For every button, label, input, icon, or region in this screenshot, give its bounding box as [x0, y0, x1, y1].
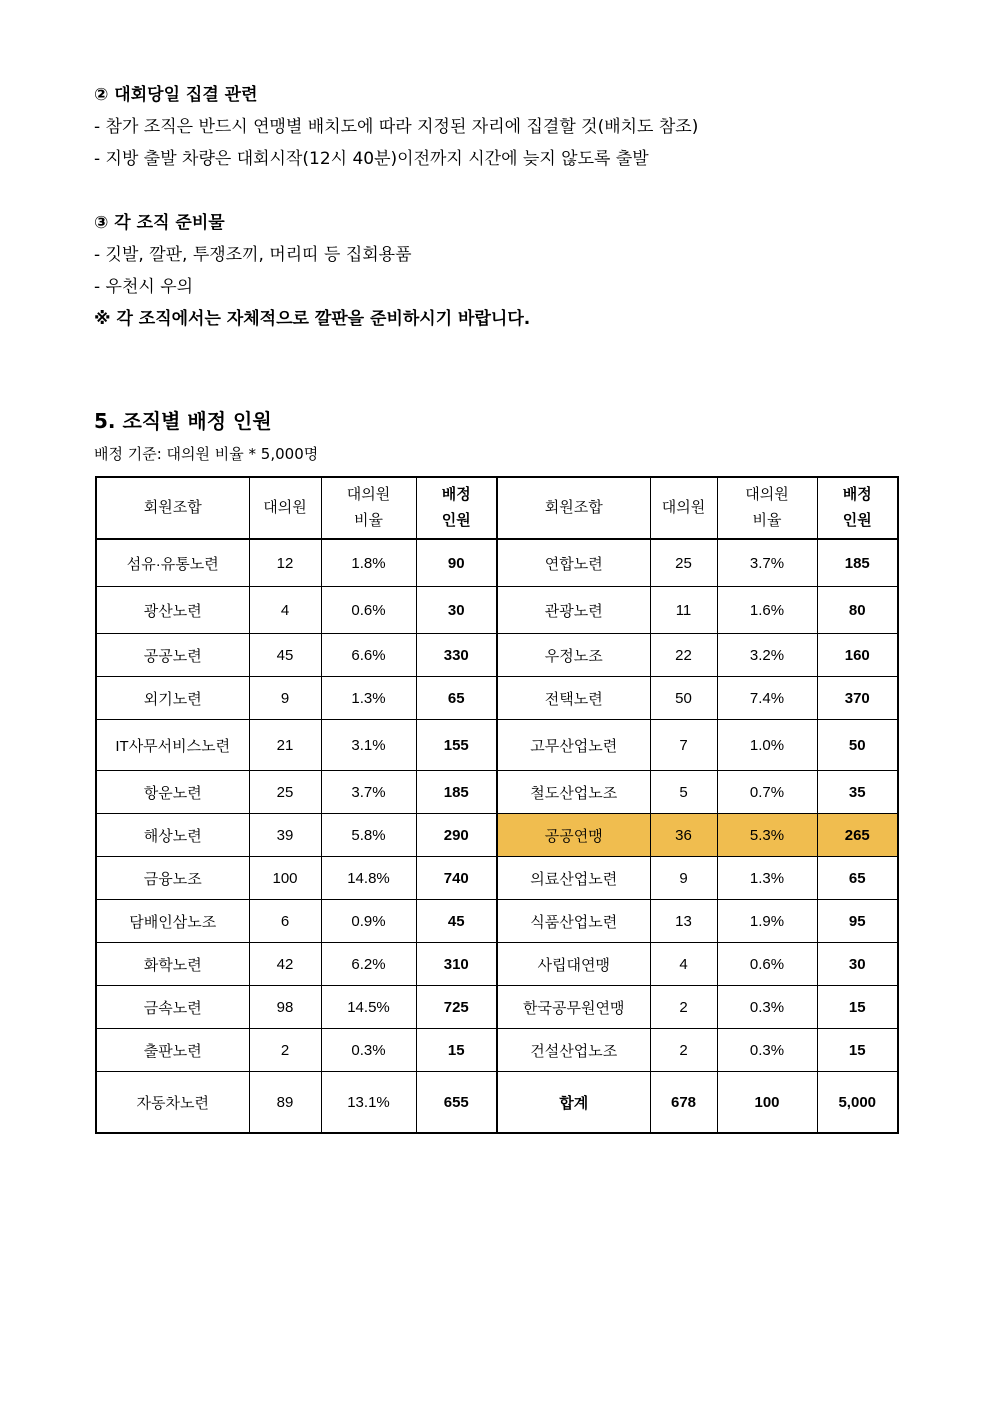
right-union-name-cell: 고무산업노련	[497, 720, 650, 771]
allocation-basis: 배정 기준: 대의원 비율 * 5,000명	[94, 445, 319, 463]
header-union-left: 회원조합	[96, 477, 249, 539]
left-allocated-count-cell: 725	[416, 986, 497, 1029]
header-alloc-right-line2: 인원	[842, 512, 872, 529]
left-delegate-ratio-cell: 0.9%	[321, 900, 416, 943]
table-row	[96, 720, 898, 771]
left-union-name-cell: 섬유·유통노련	[96, 539, 249, 587]
left-allocated-count-cell: 310	[416, 943, 497, 986]
right-allocated-count-cell: 5,000	[817, 1072, 898, 1134]
left-union-name-cell: 화학노련	[96, 943, 249, 986]
left-union-name-cell: 담배인삼노조	[96, 900, 249, 943]
left-delegate-ratio-cell: 5.8%	[321, 814, 416, 857]
right-delegate-ratio-cell: 3.2%	[717, 634, 817, 677]
table-row	[96, 857, 898, 900]
section2-line-1: - 참가 조직은 반드시 연맹별 배치도에 따라 지정된 자리에 집결할 것(배치도 참조)	[94, 117, 699, 137]
left-allocated-count-cell: 15	[416, 1029, 497, 1072]
allocation-table	[95, 476, 899, 1134]
left-allocated-count-cell: 45	[416, 900, 497, 943]
right-delegate-ratio-cell: 3.7%	[717, 539, 817, 587]
left-union-name-cell: 자동차노련	[96, 1072, 249, 1134]
right-delegate-ratio-cell: 0.6%	[717, 943, 817, 986]
left-delegate-count-cell: 4	[249, 587, 321, 634]
left-allocated-count-cell: 330	[416, 634, 497, 677]
header-delegates-left: 대의원	[249, 477, 321, 539]
right-delegate-count-cell: 25	[650, 539, 717, 587]
left-delegate-count-cell: 42	[249, 943, 321, 986]
left-allocated-count-cell: 290	[416, 814, 497, 857]
left-allocated-count-cell: 740	[416, 857, 497, 900]
header-alloc-left-line1: 배정	[441, 486, 471, 503]
right-union-name-cell: 공공연맹	[497, 814, 650, 857]
right-union-name-cell: 식품산업노련	[497, 900, 650, 943]
left-union-name-cell: 해상노련	[96, 814, 249, 857]
left-delegate-ratio-cell: 6.6%	[321, 634, 416, 677]
right-delegate-count-cell: 13	[650, 900, 717, 943]
left-delegate-ratio-cell: 0.6%	[321, 587, 416, 634]
left-delegate-ratio-cell: 14.8%	[321, 857, 416, 900]
left-delegate-ratio-cell: 6.2%	[321, 943, 416, 986]
right-delegate-count-cell: 11	[650, 587, 717, 634]
left-delegate-ratio-cell: 0.3%	[321, 1029, 416, 1072]
right-delegate-count-cell: 5	[650, 771, 717, 814]
left-allocated-count-cell: 655	[416, 1072, 497, 1134]
section2-heading: ② 대회당일 집결 관련	[94, 85, 258, 105]
right-union-name-cell: 관광노련	[497, 587, 650, 634]
left-union-name-cell: 공공노련	[96, 634, 249, 677]
table-row	[96, 986, 898, 1029]
left-delegate-count-cell: 45	[249, 634, 321, 677]
right-allocated-count-cell: 15	[817, 1029, 898, 1072]
left-allocated-count-cell: 65	[416, 677, 497, 720]
left-delegate-count-cell: 9	[249, 677, 321, 720]
right-delegate-count-cell: 7	[650, 720, 717, 771]
section3-note: ※ 각 조직에서는 자체적으로 깔판을 준비하시기 바랍니다.	[94, 309, 531, 329]
right-delegate-count-cell: 36	[650, 814, 717, 857]
right-delegate-ratio-cell: 0.3%	[717, 986, 817, 1029]
section3-line-2: - 우천시 우의	[94, 277, 194, 297]
left-allocated-count-cell: 90	[416, 539, 497, 587]
right-delegate-ratio-cell: 0.7%	[717, 771, 817, 814]
right-delegate-ratio-cell: 0.3%	[717, 1029, 817, 1072]
right-allocated-count-cell: 265	[817, 814, 898, 857]
header-alloc-left-line2: 인원	[441, 512, 471, 529]
right-delegate-count-cell: 2	[650, 1029, 717, 1072]
right-delegate-count-cell: 2	[650, 986, 717, 1029]
left-delegate-ratio-cell: 1.3%	[321, 677, 416, 720]
left-delegate-count-cell: 89	[249, 1072, 321, 1134]
header-ratio-right	[717, 477, 817, 539]
left-delegate-count-cell: 100	[249, 857, 321, 900]
header-alloc-right-line1: 배정	[842, 486, 872, 503]
right-delegate-ratio-cell: 5.3%	[717, 814, 817, 857]
right-union-name-cell: 한국공무원연맹	[497, 986, 650, 1029]
right-delegate-ratio-cell: 1.6%	[717, 587, 817, 634]
table-row	[96, 900, 898, 943]
left-union-name-cell: 항운노련	[96, 771, 249, 814]
left-delegate-ratio-cell: 3.1%	[321, 720, 416, 771]
header-ratio-left-line2: 비율	[354, 512, 383, 529]
right-allocated-count-cell: 160	[817, 634, 898, 677]
right-allocated-count-cell: 95	[817, 900, 898, 943]
left-delegate-ratio-cell: 13.1%	[321, 1072, 416, 1134]
right-allocated-count-cell: 370	[817, 677, 898, 720]
table-header-row	[96, 477, 898, 539]
table-row	[96, 771, 898, 814]
table-row	[96, 677, 898, 720]
table-row	[96, 1029, 898, 1072]
left-allocated-count-cell: 30	[416, 587, 497, 634]
right-allocated-count-cell: 15	[817, 986, 898, 1029]
left-allocated-count-cell: 185	[416, 771, 497, 814]
left-delegate-count-cell: 6	[249, 900, 321, 943]
left-delegate-count-cell: 98	[249, 986, 321, 1029]
right-union-name-cell: 철도산업노조	[497, 771, 650, 814]
right-allocated-count-cell: 80	[817, 587, 898, 634]
section2-line-2: - 지방 출발 차량은 대회시작(12시 40분)이전까지 시간에 늦지 않도록 출발	[94, 149, 649, 169]
right-delegate-count-cell: 9	[650, 857, 717, 900]
left-union-name-cell: 금속노련	[96, 986, 249, 1029]
right-allocated-count-cell: 50	[817, 720, 898, 771]
left-delegate-count-cell: 21	[249, 720, 321, 771]
section3-heading: ③ 각 조직 준비물	[94, 213, 225, 233]
section5-title: 5. 조직별 배정 인원	[94, 409, 272, 433]
header-delegates-right: 대의원	[650, 477, 717, 539]
table-row	[96, 943, 898, 986]
table-row	[96, 634, 898, 677]
left-delegate-ratio-cell: 1.8%	[321, 539, 416, 587]
header-ratio-right-line2: 비율	[752, 512, 782, 529]
right-union-name-cell: 우정노조	[497, 634, 650, 677]
table-row	[96, 539, 898, 587]
right-union-name-cell: 의료산업노련	[497, 857, 650, 900]
left-delegate-count-cell: 25	[249, 771, 321, 814]
right-delegate-count-cell: 50	[650, 677, 717, 720]
right-delegate-count-cell: 678	[650, 1072, 717, 1134]
right-allocated-count-cell: 30	[817, 943, 898, 986]
right-delegate-ratio-cell: 1.9%	[717, 900, 817, 943]
left-union-name-cell: 광산노련	[96, 587, 249, 634]
section3-line-1: - 깃발, 깔판, 투쟁조끼, 머리띠 등 집회용품	[94, 245, 412, 265]
right-allocated-count-cell: 185	[817, 539, 898, 587]
left-delegate-ratio-cell: 14.5%	[321, 986, 416, 1029]
right-union-name-cell: 사립대연맹	[497, 943, 650, 986]
right-delegate-ratio-cell: 100	[717, 1072, 817, 1134]
right-delegate-count-cell: 22	[650, 634, 717, 677]
left-delegate-count-cell: 2	[249, 1029, 321, 1072]
right-delegate-count-cell: 4	[650, 943, 717, 986]
header-ratio-left-line1: 대의원	[346, 486, 391, 503]
header-alloc-left	[416, 477, 497, 539]
left-union-name-cell: 외기노련	[96, 677, 249, 720]
left-delegate-ratio-cell: 3.7%	[321, 771, 416, 814]
right-allocated-count-cell: 65	[817, 857, 898, 900]
right-union-name-cell: 연합노련	[497, 539, 650, 587]
table-row	[96, 587, 898, 634]
left-allocated-count-cell: 155	[416, 720, 497, 771]
left-union-name-cell: 출판노련	[96, 1029, 249, 1072]
header-ratio-left	[321, 477, 416, 539]
right-union-name-cell: 전택노련	[497, 677, 650, 720]
right-union-name-cell: 건설산업노조	[497, 1029, 650, 1072]
header-ratio-right-line1: 대의원	[745, 486, 789, 503]
table-row	[96, 1072, 898, 1134]
header-union-right: 회원조합	[497, 477, 650, 539]
table-row	[96, 814, 898, 857]
right-allocated-count-cell: 35	[817, 771, 898, 814]
left-union-name-cell: 금융노조	[96, 857, 249, 900]
right-delegate-ratio-cell: 7.4%	[717, 677, 817, 720]
right-delegate-ratio-cell: 1.3%	[717, 857, 817, 900]
left-delegate-count-cell: 12	[249, 539, 321, 587]
right-union-name-cell: 합계	[497, 1072, 650, 1134]
left-delegate-count-cell: 39	[249, 814, 321, 857]
header-alloc-right	[817, 477, 898, 539]
left-union-name-cell: IT사무서비스노련	[96, 720, 249, 771]
right-delegate-ratio-cell: 1.0%	[717, 720, 817, 771]
